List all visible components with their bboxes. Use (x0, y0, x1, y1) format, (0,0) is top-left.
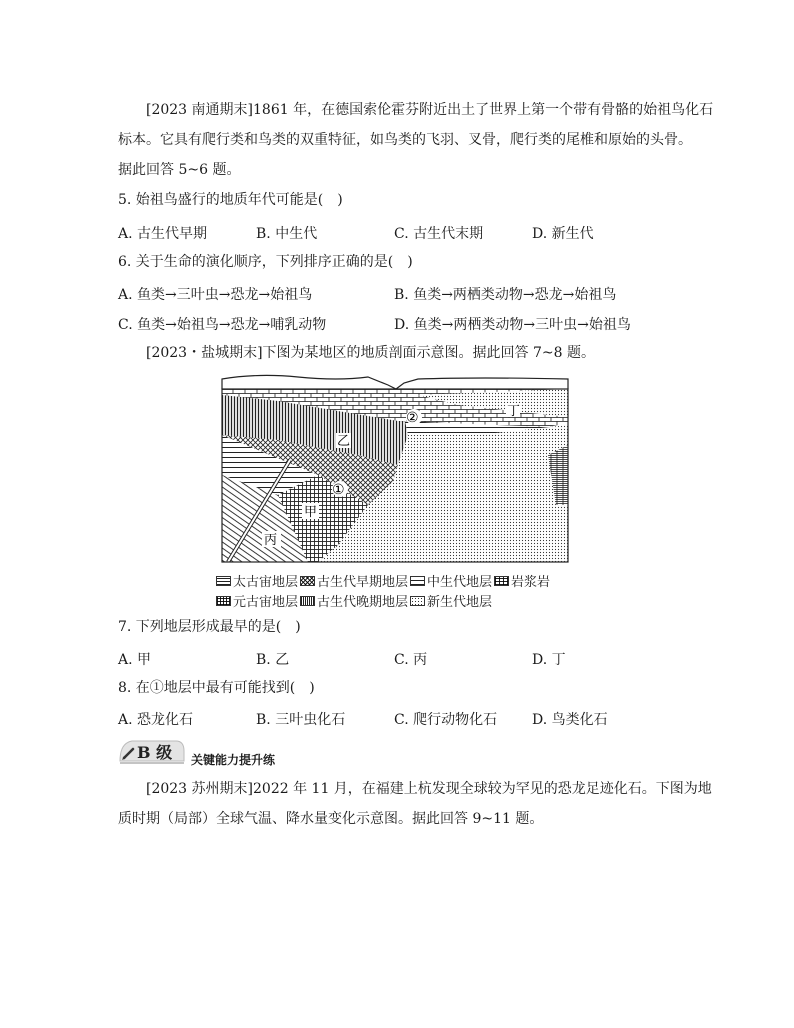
section-b-title: 关键能力提升练 (191, 753, 276, 767)
legend-item: 岩浆岩 (494, 571, 550, 590)
label-jia: 甲 (304, 505, 318, 520)
q7-option-b[interactable]: B. 乙 (256, 652, 290, 668)
q6-option-a[interactable]: A. 鱼类→三叶虫→恐龙→始祖鸟 (118, 287, 313, 303)
intro3-line1: [2023 苏州期末]2022 年 11 月，在福建上杭发现全球较为罕见的恐龙足迹化石。下图为地 (146, 781, 712, 797)
legend-row-1 (216, 571, 552, 590)
q7-option-c[interactable]: C. 丙 (394, 652, 428, 668)
q5-stem: 5. 始祖鸟盛行的地质年代可能是( ) (118, 192, 343, 208)
swatch-proterozoic (216, 596, 231, 606)
swatch-cenozoic (410, 596, 425, 606)
q8-option-c[interactable]: C. 爬行动物化石 (394, 712, 498, 728)
label-yi: 乙 (337, 434, 351, 449)
swatch-late-paleozoic (300, 596, 315, 606)
q8-option-d[interactable]: D. 鸟类化石 (532, 712, 608, 728)
q6-option-b[interactable]: B. 鱼类→两栖类动物→恐龙→始祖鸟 (394, 287, 617, 303)
intro2: [2023・盐城期末]下图为某地区的地质剖面示意图。据此回答 7~8 题。 (146, 345, 595, 361)
geologic-cross-section-figure (218, 365, 574, 565)
intro1-line1: [2023 南通期末]1861 年，在德国索伦霍芬附近出土了世界上第一个带有骨骼的始祖鸟化石 (146, 102, 714, 118)
intro1-line3: 据此回答 5~6 题。 (118, 162, 241, 178)
swatch-magmatic (494, 576, 509, 586)
swatch-mesozoic (410, 576, 425, 586)
q7-option-a[interactable]: A. 甲 (118, 652, 152, 668)
q6-option-d[interactable]: D. 鱼类→两栖类动物→三叶虫→始祖鸟 (394, 317, 631, 333)
q8-stem: 8. 在①地层中最有可能找到( ) (118, 680, 315, 696)
q6-stem: 6. 关于生命的演化顺序，下列排序正确的是( ) (118, 254, 413, 270)
legend-item: 太古宙地层 (216, 571, 298, 590)
q5-option-b[interactable]: B. 中生代 (256, 226, 318, 242)
q8-option-a[interactable]: A. 恐龙化石 (118, 712, 194, 728)
label-one: ① (332, 482, 345, 498)
section-b-badge (118, 737, 186, 765)
legend-item: 古生代早期地层 (300, 571, 408, 590)
q8-option-b[interactable]: B. 三叶虫化石 (256, 712, 346, 728)
swatch-archean (216, 576, 231, 586)
legend-item: 古生代晚期地层 (300, 591, 408, 610)
legend-item: 中生代地层 (410, 571, 492, 590)
q6-option-c[interactable]: C. 鱼类→始祖鸟→恐龙→哺乳动物 (118, 317, 327, 333)
label-ding: 丁 (507, 404, 521, 419)
label-bing: 丙 (264, 533, 278, 548)
legend-item: 元古宙地层 (216, 591, 298, 610)
swatch-early-paleozoic (300, 576, 315, 586)
q7-stem: 7. 下列地层形成最早的是( ) (118, 619, 301, 635)
q5-option-a[interactable]: A. 古生代早期 (118, 226, 208, 242)
intro1-line2: 标本。它具有爬行类和鸟类的双重特征，如鸟类的飞羽、叉骨，爬行类的尾椎和原始的头骨。 (118, 132, 692, 148)
q5-option-d[interactable]: D. 新生代 (532, 226, 594, 242)
q5-option-c[interactable]: C. 古生代末期 (394, 226, 484, 242)
q7-option-d[interactable]: D. 丁 (532, 652, 566, 668)
label-two: ② (406, 410, 419, 426)
intro3-line2: 质时期（局部）全球气温、降水量变化示意图。据此回答 9~11 题。 (118, 811, 544, 827)
section-b-badge-label: B 级 (137, 743, 173, 762)
legend-item: 新生代地层 (410, 591, 492, 610)
legend-row-2 (216, 591, 494, 610)
